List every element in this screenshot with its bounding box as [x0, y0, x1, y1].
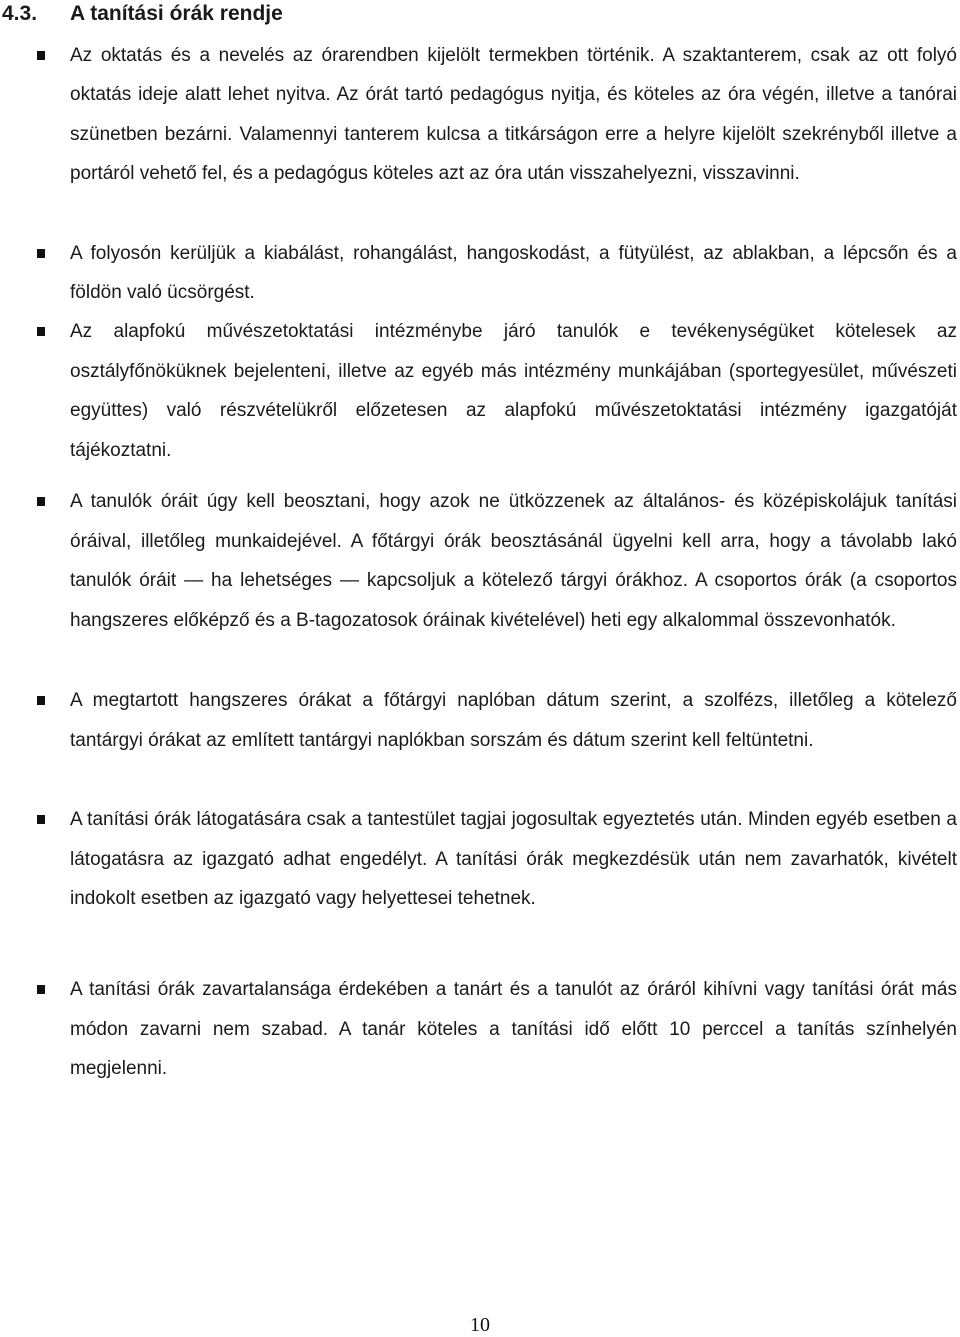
list-item-text: Az alapfokú művészetoktatási intézménybe járó tanulók e tevékenységüket kötelesek az osztályfőnöküknek bejelenteni, illetve az egyéb más intézmény munkájában (sportegyesület, művészeti együttes) való részvételükről előzetesen az alapfokú művészetoktatási intézmény igazgatóját tájékoztatni.	[70, 321, 957, 462]
list-item-text: A tanítási órák zavartalansága érdekében a tanárt és a tanulót az óráról kihívni vagy tanítási órát más módon zavarni nem szabad. A tanár köteles a tanítási idő előtt 10 perccel a tanítás színhelyén megjelenni.	[70, 979, 957, 1080]
square-bullet-icon	[37, 249, 45, 258]
list-item	[70, 312, 957, 471]
list-item-text: A tanítási órák látogatására csak a tantestület tagjai jogosultak egyeztetés után. Minden egyéb esetben a látogatásra az igazgató adhat engedélyt. A tanítási órák megkezdésük után nem zavarhatók, kivételt indokolt esetben az igazgató vagy helyettesei tehetnek.	[70, 809, 957, 910]
list-item-text: A tanulók óráit úgy kell beosztani, hogy azok ne ütközzenek az általános- és középiskolájuk tanítási óráival, illetőleg munkaidejével. A főtárgyi órák beosztásánál ügyelni kell arra, hogy a távolabb lakó tanulók óráit — ha lehetséges — kapcsoljuk a kötelező tárgyi órákhoz. A csoportos órák (a csoportos hangszeres előképző és a B-tagozatosok óráinak kivételével) heti egy alkalommal összevonhatók.	[70, 491, 957, 632]
square-bullet-icon	[37, 815, 45, 824]
page-number: 10	[470, 1314, 490, 1336]
list-item	[70, 482, 957, 641]
list-item	[70, 970, 957, 1089]
list-item-text: Az oktatás és a nevelés az órarendben kijelölt termekben történik. A szaktanterem, csak az ott folyó oktatás ideje alatt lehet nyitva. Az órát tartó pedagógus nyitja, és köteles az óra végén, illetve a tanórai szünetben bezárni. Valamennyi tanterem kulcsa a titkárságon erre a helyre kijelölt szekrényből illetve a portáról vehető fel, és a pedagógus köteles azt az óra után visszahelyezni, visszavinni.	[70, 45, 957, 185]
square-bullet-icon	[37, 985, 45, 994]
list-item	[70, 800, 957, 919]
section-title: A tanítási órák rendje	[70, 2, 283, 25]
square-bullet-icon	[37, 696, 45, 705]
list-item	[70, 681, 957, 760]
square-bullet-icon	[37, 497, 45, 506]
section-heading	[2, 1, 283, 27]
section-number: 4.3.	[2, 2, 38, 25]
list-item-text: A megtartott hangszeres órákat a főtárgyi naplóban dátum szerint, a szolfézs, illetőleg a kötelező tantárgyi órákat az említett tantárgyi naplókban sorszám és dátum szerint kell feltüntetni.	[70, 690, 957, 751]
square-bullet-icon	[37, 51, 45, 60]
list-item	[70, 36, 957, 194]
square-bullet-icon	[37, 327, 45, 336]
list-item-text: A folyosón kerüljük a kiabálást, rohangálást, hangoskodást, a fütyülést, az ablakban, a lépcsőn és a földön való ücsörgést.	[70, 243, 957, 304]
list-item	[70, 234, 957, 313]
